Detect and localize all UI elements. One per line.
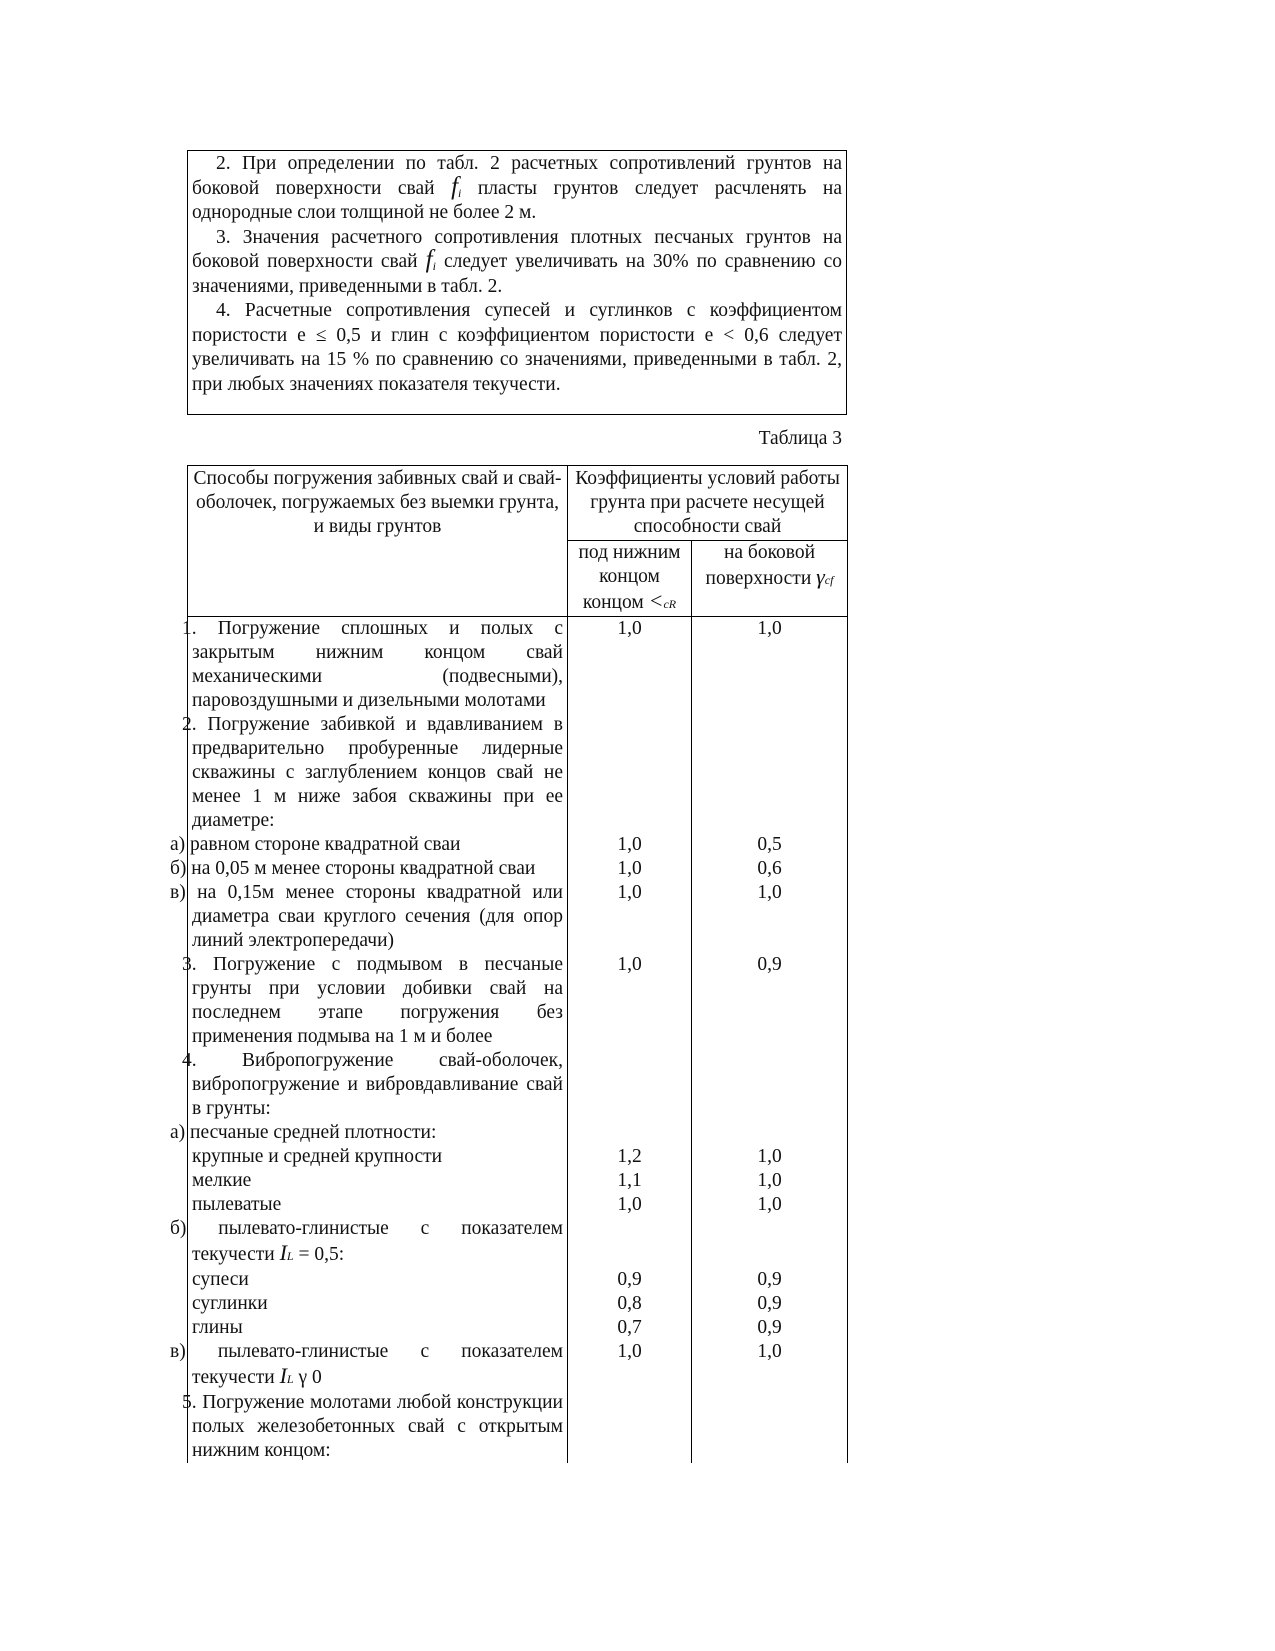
note-2: [192, 152, 842, 226]
table-row: мелкие 1,1 1,0: [188, 1169, 848, 1193]
note-3: [192, 226, 842, 300]
coefficients-table: [170, 465, 848, 1463]
table-row: б) на 0,05 м менее стороны квадратной сваи 1,0 0,6: [188, 857, 848, 881]
note-2-text: 2. При определении по табл. 2 расчетных сопротивлений грунтов на боковой поверхности свай: [192, 153, 842, 199]
table-row: в) пылевато-глинистые с показателем текучести IL γ 0 1,0 1,0: [188, 1340, 848, 1391]
table-row: глины 0,7 0,9: [188, 1316, 848, 1340]
table-row: в) на 0,15м менее стороны квадратной или диаметра сваи круглого сечения (для опор линий электропередачи) 1,0 1,0: [188, 881, 848, 953]
notes-box: [187, 150, 847, 415]
note-3-text-end: следует увеличивать на 30% по сравнению со значениями, приведенными в табл. 2.: [192, 251, 843, 297]
note-4: 4. Расчетные сопротивления супесей и суглинков с коэффициентом пористости е ≤ 0,5 и глин с коэффициентом пористости е < 0,6 следует увеличивать на 15 % по сравнению со значениями, приведенными в табл. 2, при любых значениях показателя текучести.: [192, 300, 842, 395]
header-coefficients: Коэффициенты условий работы грунта при расчете несущей способности свай: [568, 466, 848, 541]
table-row: а) равном стороне квадратной сваи 1,0 0,5: [188, 833, 848, 857]
note-3-text: 3. Значения расчетного сопротивления плотных песчаных грунтов на боковой поверхности свай: [192, 226, 842, 272]
table-row: 4. Вибропогружение свай-оболочек, вибропогружение и вибровдавливание свай в грунты:: [188, 1049, 848, 1121]
table-row: а) песчаные средней плотности:: [188, 1121, 848, 1145]
table-row: пылеватые 1,0 1,0: [188, 1193, 848, 1217]
table-row: крупные и средней крупности 1,2 1,0: [188, 1145, 848, 1169]
table-row: 2. Погружение забивкой и вдавливанием в предварительно пробуренные лидерные скважины с заглублением концов свай не менее 1 м ниже забоя скважины при ее диаметре:: [188, 713, 848, 833]
note-2-text-end: пласты грунтов следует расчленять на однородные слои толщиной не более 2 м.: [192, 177, 843, 223]
table-caption: Таблица 3: [758, 428, 842, 449]
header-methods: Способы погружения забивных свай и свай-оболочек, погружаемых без выемки грунта, и виды грунтов: [188, 466, 568, 617]
fi-symbol: $f_i$: [425, 246, 436, 273]
table-row: 3. Погружение с подмывом в песчаные грунты при условии добивки свай на последнем этапе погружения без применения подмыва на 1 м и более 1,0 0,9: [188, 953, 848, 1049]
header-side-surface: на боковой поверхности γcf: [692, 541, 848, 617]
table-row: 1. Погружение сплошных и полых с закрытым нижним концом свай механическими (подвесными), паровоздушными и дизельными молотами 1,0 1,0: [188, 617, 848, 714]
fi-symbol: $f_i$: [451, 172, 462, 200]
header-lower-end: под нижним концом концом <cR: [568, 541, 692, 617]
table-row: 5. Погружение молотами любой конструкции полых железобетонных свай с открытым нижним концом:: [188, 1391, 848, 1463]
table-row: суглинки 0,8 0,9: [188, 1292, 848, 1316]
table-row: б) пылевато-глинистые с показателем текучести IL = 0,5:: [188, 1217, 848, 1268]
table-row: супеси 0,9 0,9: [188, 1268, 848, 1292]
